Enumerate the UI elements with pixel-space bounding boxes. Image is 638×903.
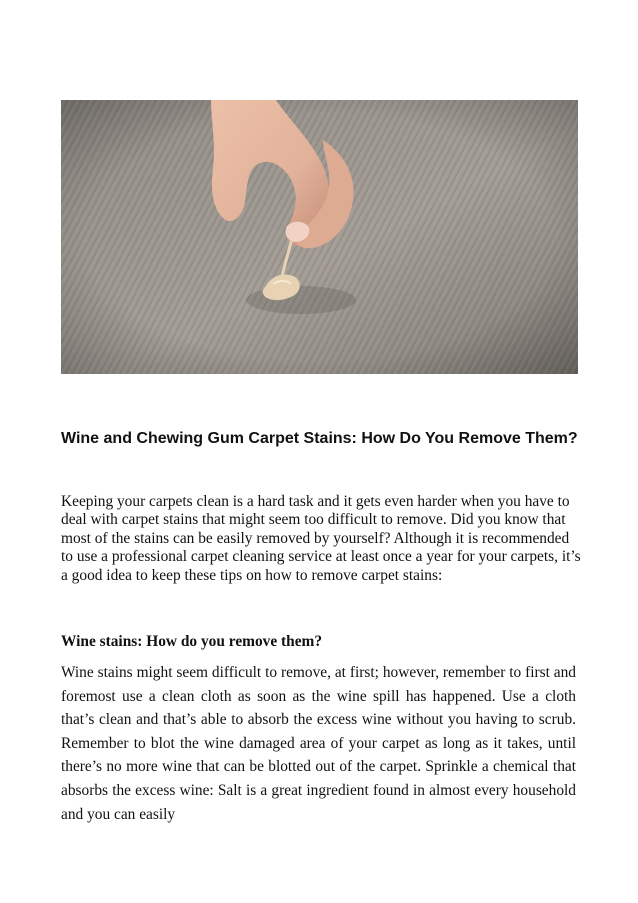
article-photo: [61, 100, 578, 374]
article-intro: Keeping your carpets clean is a hard task and it gets even harder when you have to deal with carpet stains that might seem too difficult to remove. Did you know that most of the stains can be easily removed by yourself? Although it is recommended to use a professional carpet cleaning service at least once a year for your carpets, it’s a good idea to keep these tips on how to remove carpet stains:: [61, 493, 581, 584]
hand-shadow: [246, 286, 356, 314]
carpet-gum-photo: [61, 100, 578, 374]
section-body: Wine stains might seem difficult to remove, at first; however, remember to first and foremost use a clean cloth as soon as the wine spill has happened. Use a cloth that’s clean and that’s able to absorb the excess wine without you having to scrub. Remember to blot the wine damaged area of your carpet as long as it takes, until there’s no more wine that can be blotted out of the carpet. Sprinkle a chemical that absorbs the excess wine: Salt is a great ingredient found in almost every household and you can easily: [61, 664, 576, 823]
article-title: Wine and Chewing Gum Carpet Stains: How Do You Remove Them?: [61, 430, 578, 447]
section-heading: Wine stains: How do you remove them?: [61, 633, 323, 650]
